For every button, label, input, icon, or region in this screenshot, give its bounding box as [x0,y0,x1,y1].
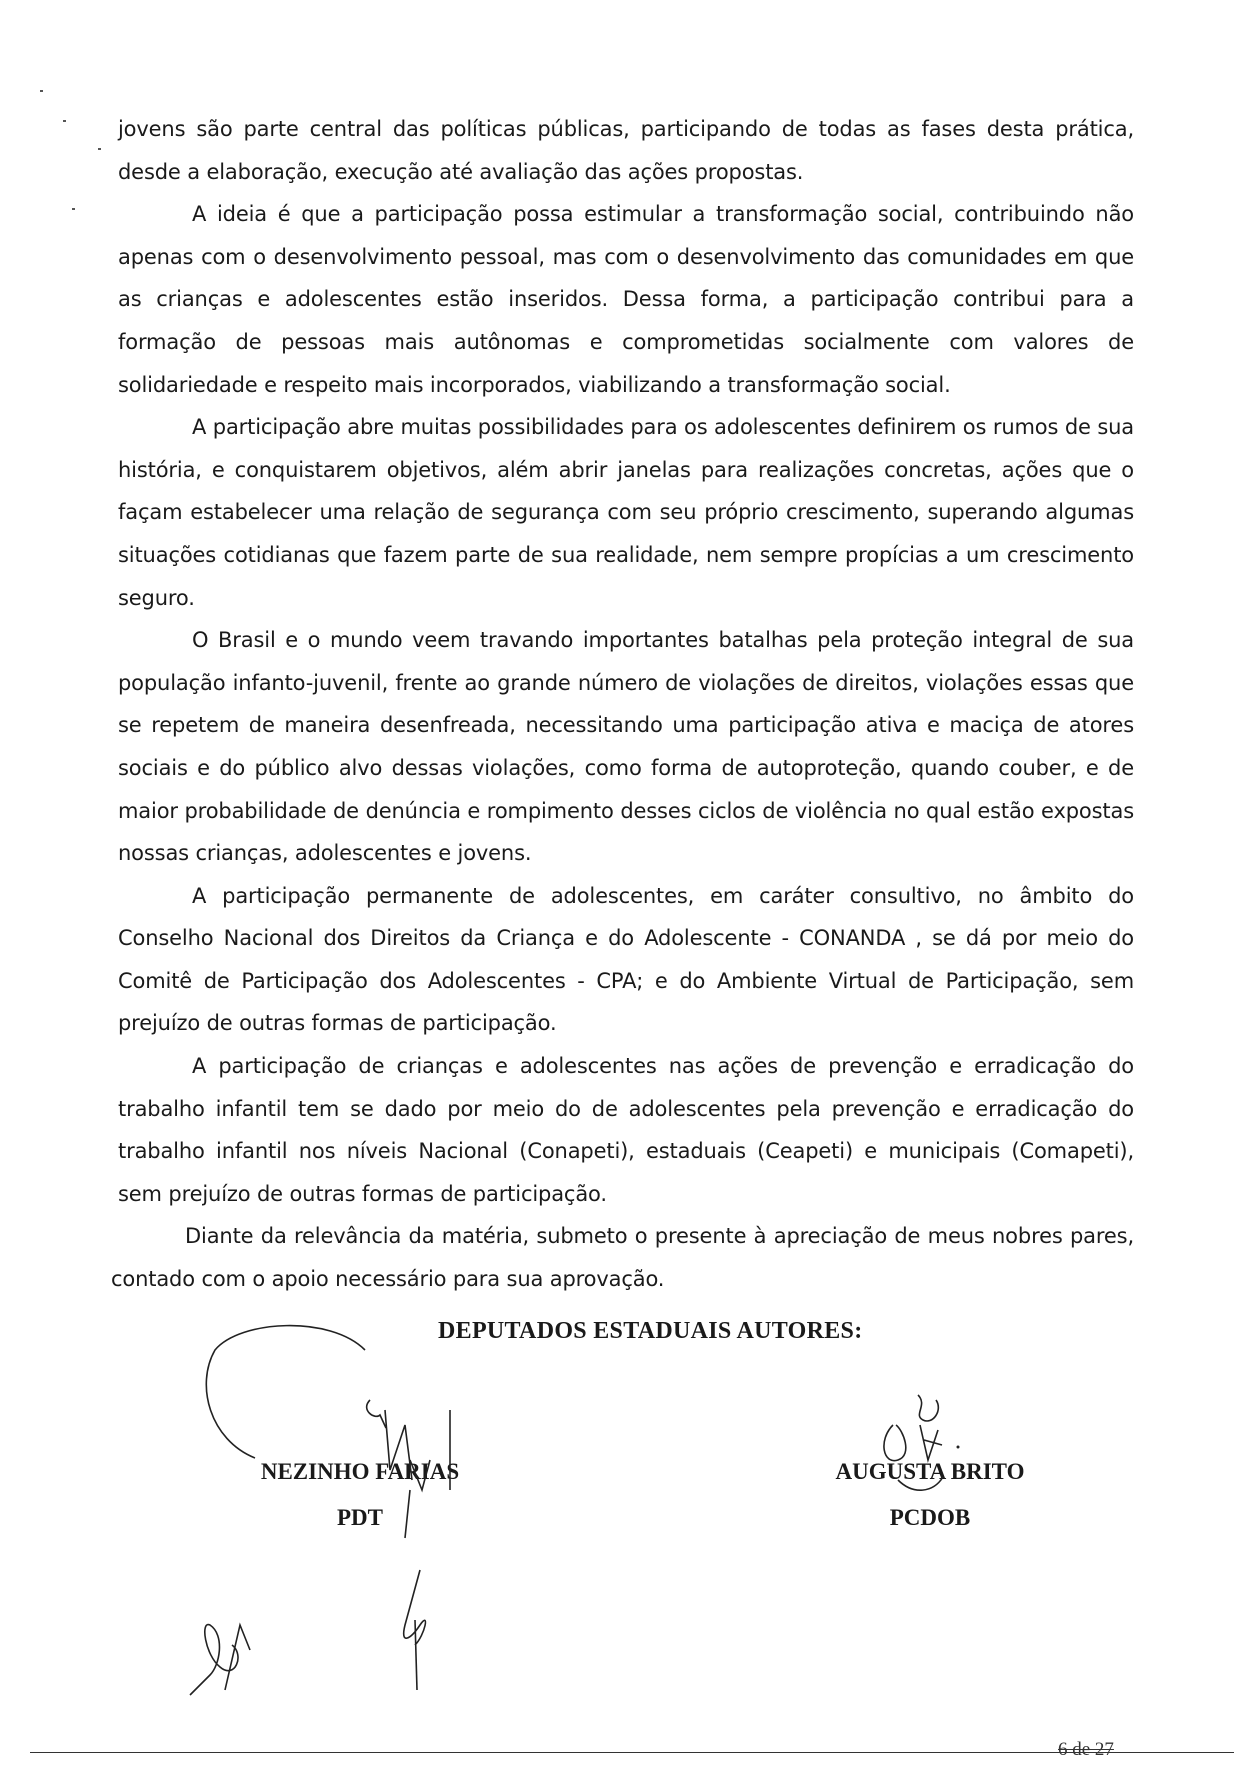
scan-mark [72,208,75,210]
scan-mark [63,120,66,122]
scan-mark [40,90,43,92]
paragraph-4: O Brasil e o mundo veem travando importantes batalhas pela proteção integral de sua população infanto-juvenil, frente ao grande número de violações de direitos, violações essas que se repetem de maneira desenfreada, necessitando uma participação ativa e maciça de atores sociais e do público alvo dessas violações, como forma de autoproteção, quando couber, e de maior probabilidade de denúncia e rompimento desses ciclos de violência no qual estão expostas nossas crianças, adolescentes e jovens. [118,628,1134,866]
paragraph-5: A participação permanente de adolescentes, em caráter consultivo, no âmbito do Conselho Nacional dos Direitos da Criança e do Adolescente - CONANDA , se dá por meio do Comitê de Participação dos Adolescentes - CPA; e do Ambiente Virtual de Participação, sem prejuízo de outras formas de participação. [118,883,1134,1036]
rubric-initials-icon [180,1595,270,1705]
footer-rule [30,1752,1234,1753]
paragraph-6: A participação de crianças e adolescentes nas ações de prevenção e erradicação do trabalho infantil tem se dado por meio do de adolescentes pela prevenção e erradicação do trabalho infantil nos níveis Nacional (Conapeti), estaduais (Ceapeti) e municipais (Comapeti), sem prejuízo de outras formas de participação. [118,1054,1134,1206]
signer-augusta [820,1449,1040,1541]
signer-name: AUGUSTA BRITO [835,1459,1025,1484]
authors-heading: DEPUTADOS ESTADUAIS AUTORES: [438,1318,863,1344]
rubric-signature-icon [375,1565,455,1695]
signer-party: PDT [337,1505,383,1530]
paragraph-7: Diante da relevância da matéria, submeto o presente à apreciação de meus nobres pares, contado com o apoio necessário para sua aprovação. [111,1224,1134,1292]
signer-party: PCDOB [889,1505,971,1530]
justification-text [111,108,1134,1301]
paragraph-1: jovens são parte central das políticas públicas, participando de todas as fases desta prática, desde a elaboração, execução até avaliação das ações propostas. [118,117,1134,184]
signer-name: NEZINHO FARIAS [260,1459,460,1484]
page-number: 6 de 27 [1058,1739,1114,1760]
signer-nezinho [240,1449,480,1541]
scan-mark [98,148,101,150]
paragraph-3: A participação abre muitas possibilidades para os adolescentes definirem os rumos de sua história, e conquistarem objetivos, além abrir janelas para realizações concretas, ações que o façam estabelecer uma relação de segurança com seu próprio crescimento, superando algumas situações cotidianas que fazem parte de sua realidade, nem sempre propícias a um crescimento seguro. [118,415,1134,610]
paragraph-2: A ideia é que a participação possa estimular a transformação social, contribuindo não apenas com o desenvolvimento pessoal, mas com o desenvolvimento das comunidades em que as crianças e adolescentes estão inseridos. Dessa forma, a participação contribui para a formação de pessoas mais autônomas e comprometidas socialmente com valores de solidariedade e respeito mais incorporados, viabilizando a transformação social. [118,202,1134,397]
